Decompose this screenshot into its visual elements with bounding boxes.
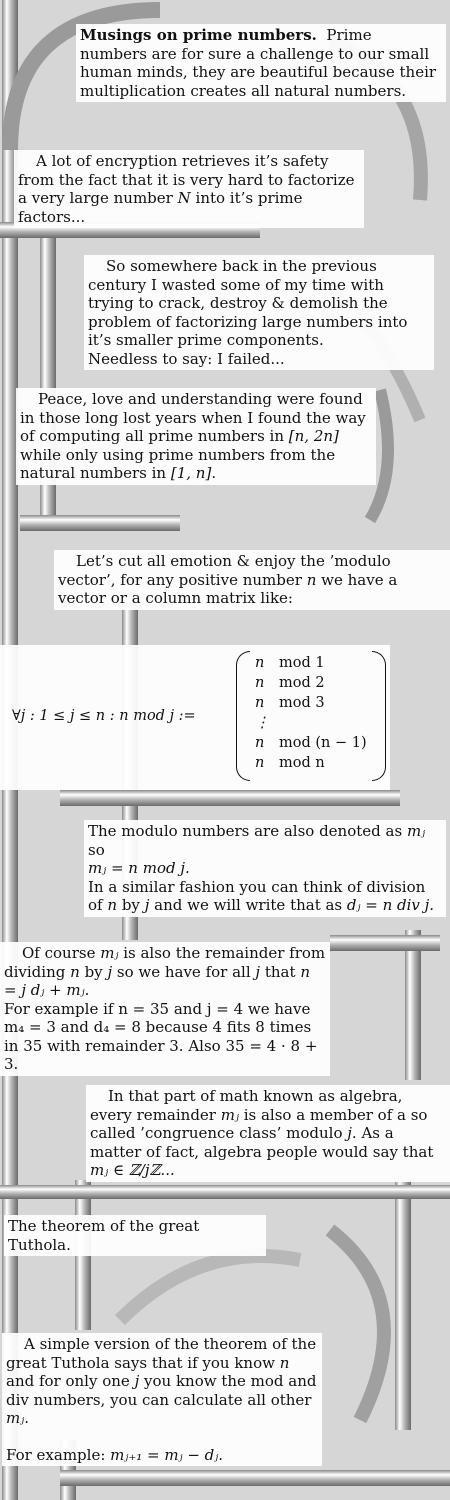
denoted-paragraph: [84, 820, 446, 917]
m-j-definition: mⱼ = n mod j.: [88, 859, 190, 877]
matrix-row-expr: mod 1: [279, 655, 325, 671]
remainder-example: For example if n = 35 and j = 4 we have m₄ = 3 and d₄ = 8 because 4 fits 8 times in 35 with remainder 3. Also 35 = 4 · 8 + 3.: [4, 999, 318, 1073]
m-j: mⱼ: [220, 1105, 239, 1124]
m-j: mⱼ: [6, 1409, 25, 1427]
left-parenthesis: [236, 651, 250, 781]
matrix-row-expr: mod 2: [279, 675, 325, 691]
encryption-paragraph: [14, 150, 364, 228]
century-text: So somewhere back in the previous century I wasted some of my time with trying to crack, destroy & demolish the problem of factorizing large numbers into it’s smaller prime components.: [88, 257, 408, 349]
modulo-vector-equation: [0, 645, 390, 790]
tuthola-formula: mⱼ₊₁ = mⱼ − dⱼ.: [110, 1445, 224, 1464]
intro-paragraph: [76, 24, 446, 102]
peace-text: Peace, love and understanding were found in those long lost years when I found the way of computing all prime numbers in: [20, 390, 366, 445]
matrix-row: [255, 733, 367, 753]
m-j: mⱼ: [406, 822, 426, 840]
word-that: that: [264, 962, 296, 981]
matrix-row-n: n: [255, 735, 265, 751]
denoted-so: so: [88, 840, 105, 859]
var-n: n: [306, 570, 317, 589]
simple-text-end: you know the mod and div numbers, you can calculate all other: [6, 1372, 317, 1409]
algebra-paragraph: [86, 1085, 450, 1182]
intro-text: Prime numbers are for sure a challenge to our small human minds, they are beautiful because their multiplication creates all natural numbers.: [80, 26, 437, 100]
remainder-text: Of course: [22, 944, 96, 962]
theorem-title: The theorem of the great Tuthola.: [8, 1217, 200, 1254]
division-text-end: and we will write that as: [154, 896, 343, 914]
var-j: j: [144, 896, 150, 914]
interval-1-n: [1, n]: [170, 464, 212, 482]
word-by: by: [121, 896, 140, 914]
matrix-lhs: ∀j : 1 ≤ j ≤ n : n mod j :=: [12, 708, 196, 724]
matrix-rows: [255, 653, 367, 773]
matrix-row-expr: mod 3: [279, 695, 325, 711]
matrix-row: [255, 673, 367, 693]
division-text: In a similar fashion you can think of division of: [88, 877, 426, 914]
algebra-text: In that part of math known as algebra, every remainder: [90, 1087, 403, 1124]
var-j: j: [255, 962, 261, 981]
var-j: j: [347, 1124, 352, 1142]
remainder-text-mid: is also the remainder from dividing: [4, 944, 326, 981]
modulo-intro-text-end: we have a vector or a column matrix like:: [58, 570, 398, 607]
m-j: mⱼ: [100, 944, 119, 962]
denoted-text: The modulo numbers are also denoted as: [88, 822, 403, 840]
interval-n-2n: [n, 2n]: [288, 427, 339, 445]
right-parenthesis: [372, 651, 386, 781]
d-j-definition: dⱼ = n div j.: [346, 896, 435, 914]
encryption-text: A lot of encryption retrieves it’s safety from the fact that it is very hard to factorize a very large number: [18, 152, 355, 207]
theorem-heading: [4, 1215, 266, 1256]
var-N: N: [177, 189, 191, 207]
encryption-text-end: into it’s prime factors...: [18, 189, 303, 226]
matrix-row-expr: mod n: [279, 755, 325, 771]
remainder-equation: n = j dⱼ + mⱼ.: [4, 962, 310, 999]
matrix-row-expr: mod (n − 1): [279, 735, 367, 751]
remainder-paragraph: [0, 942, 330, 1076]
matrix-row: [255, 713, 367, 733]
matrix-row: [255, 653, 367, 673]
simple-theorem-paragraph: [2, 1333, 322, 1466]
matrix-row-n: ⋮: [255, 715, 270, 731]
matrix-row: [255, 753, 367, 773]
algebra-text-end: . As a matter of fact, algebra people would say that: [90, 1124, 434, 1161]
word-by: by: [84, 962, 103, 981]
example-label: For example:: [6, 1445, 106, 1464]
remainder-text-for-all: so we have for all: [116, 962, 251, 981]
var-n: n: [279, 1353, 290, 1372]
peace-paragraph: [16, 388, 376, 485]
century-paragraph: [84, 255, 434, 370]
matrix-row: [255, 693, 367, 713]
matrix-row-n: n: [255, 675, 265, 691]
algebra-text-mid: is also a member of a so called ’congruence class’ modulo: [90, 1105, 428, 1142]
simple-end: .: [24, 1409, 29, 1427]
simple-text-and: and for only one: [6, 1372, 130, 1390]
matrix-row-n: n: [255, 695, 265, 711]
var-j: j: [107, 962, 113, 981]
simple-text: A simple version of the theorem of the great Tuthola says that if you know: [6, 1335, 317, 1372]
failed-text: Needless to say: I failed...: [88, 349, 285, 368]
peace-end: .: [211, 464, 217, 482]
var-n: n: [107, 896, 118, 914]
matrix-row-n: n: [255, 655, 265, 671]
peace-text-mid: while only using prime numbers from the natural numbers in: [20, 445, 336, 482]
var-j: j: [134, 1372, 140, 1390]
modulo-intro-text: Let’s cut all emotion & enjoy the ’modulo vector’, for any positive number: [58, 552, 391, 589]
matrix-row-n: n: [255, 755, 265, 771]
intro-title: Musings on prime numbers.: [80, 26, 317, 44]
congruence-class: mⱼ ∈ ℤ/jℤ...: [90, 1161, 175, 1179]
modulo-intro-paragraph: [54, 550, 450, 610]
var-n: n: [70, 962, 80, 981]
